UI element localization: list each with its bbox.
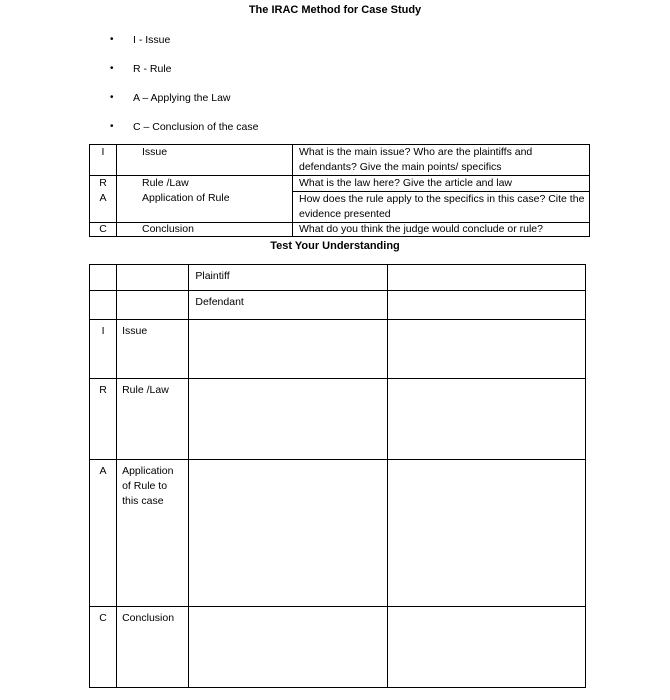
row-letter: A: [90, 460, 117, 607]
row-letter: C: [90, 607, 117, 688]
defendant-answer-cell[interactable]: [388, 291, 586, 320]
list-item: • R - Rule: [108, 59, 259, 88]
irac-worksheet-table: [89, 264, 586, 688]
section-subtitle: Test Your Understanding: [270, 240, 400, 252]
table-row: [90, 291, 586, 320]
table-row: [90, 379, 586, 460]
table-row: [90, 223, 590, 237]
row-label: Rule /Law: [117, 379, 189, 460]
table-row: [90, 460, 586, 607]
plaintiff-header: Plaintiff: [189, 265, 388, 291]
row-letters: R A: [90, 176, 117, 223]
table-row: [90, 607, 586, 688]
application-defendant-cell[interactable]: [388, 460, 586, 607]
row-term: Issue: [117, 145, 293, 176]
row-letter: C: [90, 223, 117, 237]
conclusion-plaintiff-cell[interactable]: [189, 607, 388, 688]
table-row: [90, 320, 586, 379]
table-row: [90, 176, 590, 223]
bullet-icon: •: [110, 92, 114, 103]
row-description: What do you think the judge would conclude or rule?: [293, 223, 590, 237]
bullet-icon: •: [110, 34, 114, 45]
list-item: • C – Conclusion of the case: [108, 117, 259, 146]
issue-plaintiff-cell[interactable]: [189, 320, 388, 379]
row-label: Application of Rule to this case: [117, 460, 189, 607]
row-descriptions: What is the law here? Give the article and law How does the rule apply to the specifics in this case? Cite the evidence presented: [293, 176, 590, 223]
table-row: [90, 265, 586, 291]
conclusion-defendant-cell[interactable]: [388, 607, 586, 688]
row-letter: R: [90, 379, 117, 460]
table-row: [90, 145, 590, 176]
issue-defendant-cell[interactable]: [388, 320, 586, 379]
row-label: Issue: [117, 320, 189, 379]
plaintiff-answer-cell[interactable]: [388, 265, 586, 291]
rule-defendant-cell[interactable]: [388, 379, 586, 460]
row-letter: I: [90, 145, 117, 176]
list-item: • I - Issue: [108, 30, 259, 59]
row-letter: I: [90, 320, 117, 379]
row-term: Conclusion: [117, 223, 293, 237]
page-title: The IRAC Method for Case Study: [248, 4, 422, 16]
bullet-icon: •: [110, 63, 114, 74]
row-description: What is the main issue? Who are the plaintiffs and defendants? Give the main points/ specifics: [293, 145, 590, 176]
row-terms: Rule /Law Application of Rule: [117, 176, 293, 223]
defendant-header: Defendant: [189, 291, 388, 320]
bullet-icon: •: [110, 121, 114, 132]
row-label: Conclusion: [117, 607, 189, 688]
irac-bullet-list: [108, 30, 259, 146]
application-plaintiff-cell[interactable]: [189, 460, 388, 607]
list-item: • A – Applying the Law: [108, 88, 259, 117]
rule-plaintiff-cell[interactable]: [189, 379, 388, 460]
irac-summary-table: [89, 144, 590, 237]
